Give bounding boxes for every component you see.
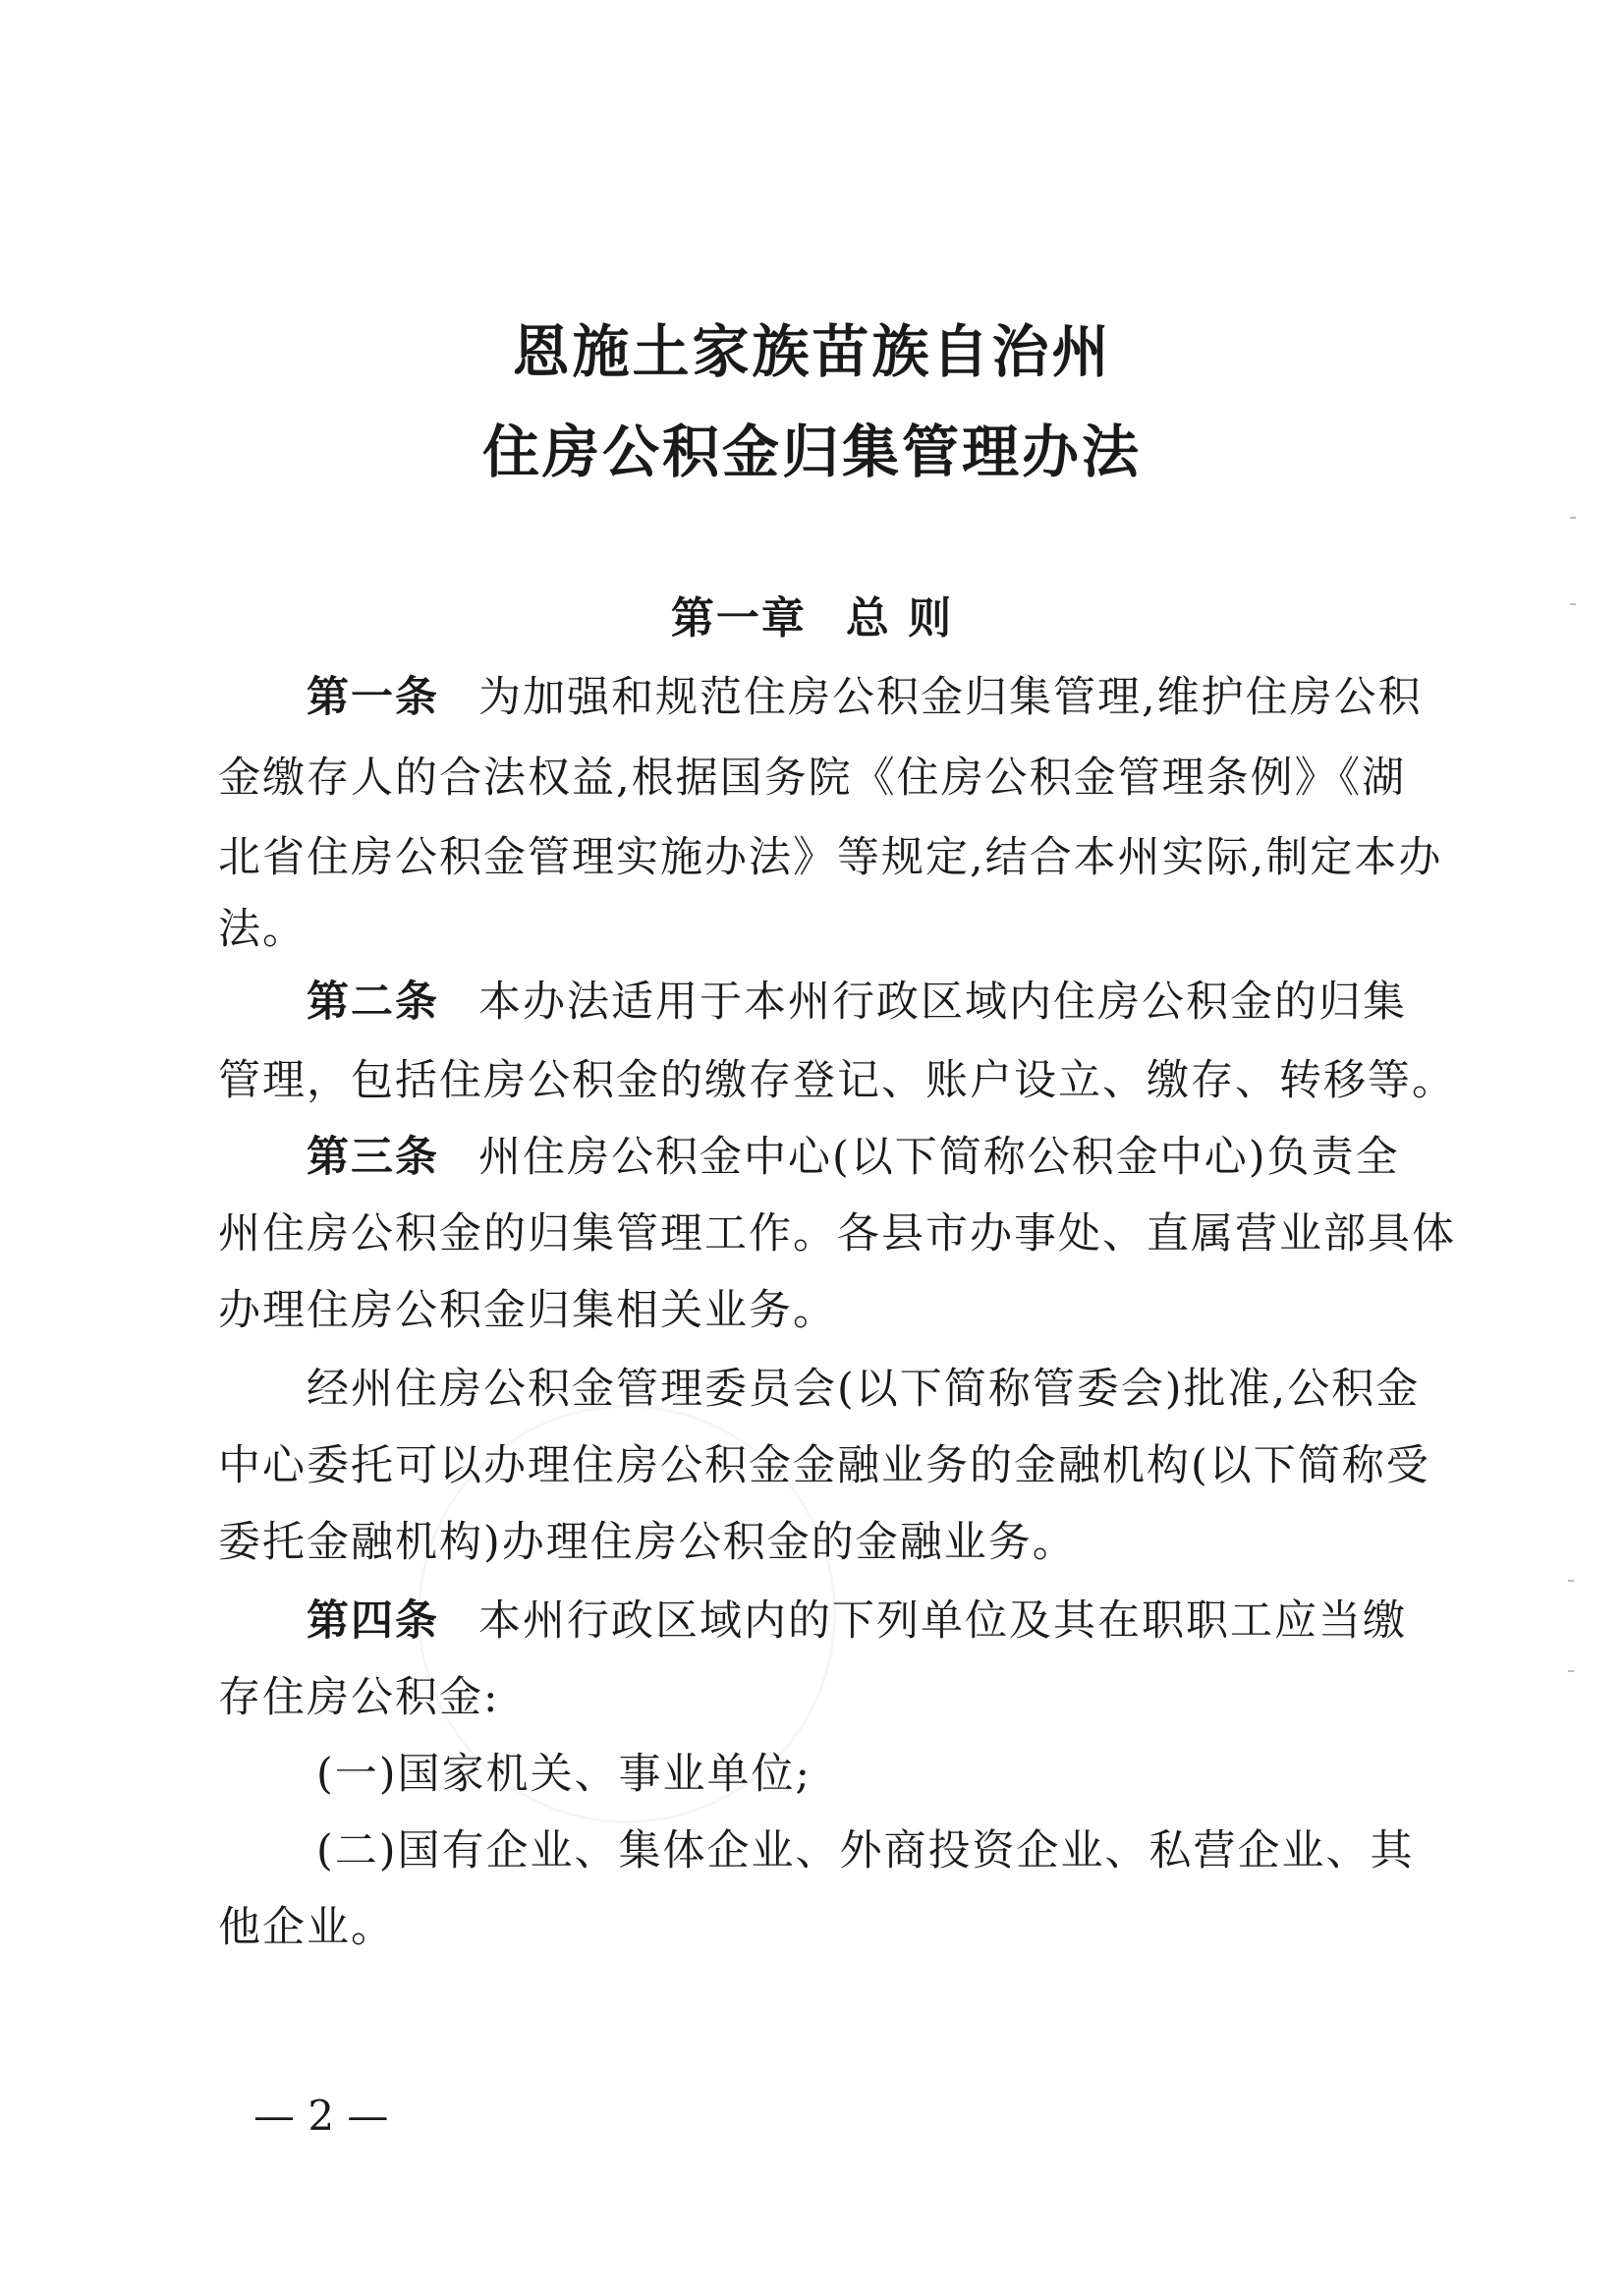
- article-1-line-4: 法。: [218, 905, 307, 954]
- article-2-text-1: 本办法适用于本州行政区域内住房公积金的归集: [478, 978, 1407, 1027]
- article-4-line-1: [307, 1592, 1407, 1651]
- article-1-line-3: 北省住房公积金管理实施办法》等规定,结合本州实际,制定本办: [218, 833, 1443, 882]
- list-item-2-line-1: (二)国有企业、集体企业、外商投资企业、私营企业、其: [316, 1826, 1415, 1875]
- article-3-line-2: 州住房公积金的归集管理工作。各县市办事处、直属营业部具体: [218, 1209, 1456, 1259]
- article-1-line-2: 金缴存人的合法权益,根据国务院《住房公积金管理条例》《湖: [218, 754, 1407, 803]
- article-3-text-1: 州住房公积金中心(以下简称公积金中心)负责全: [478, 1133, 1400, 1182]
- article-3-para-2-line-3: 委托金融机构)办理住房公积金的金融业务。: [218, 1518, 1077, 1567]
- article-3-line-1: [307, 1128, 1400, 1187]
- list-item-1: (一)国家机关、事业单位;: [316, 1750, 812, 1799]
- title-line-1: 恩施土家族苗族自治州: [512, 318, 1112, 385]
- article-4-line-2: 存住房公积金:: [218, 1673, 500, 1722]
- scan-tick-mark: [1570, 517, 1576, 519]
- scan-tick-mark: [1568, 1670, 1574, 1672]
- chapter-heading: [0, 589, 1624, 648]
- chapter-name: 总 则: [845, 593, 954, 644]
- article-3-para-2-line-2: 中心委托可以办理住房公积金金融业务的金融机构(以下简称受: [218, 1441, 1430, 1490]
- title-line-2: 住房公积金归集管理办法: [481, 419, 1142, 485]
- chapter-label: 第一章: [670, 593, 807, 644]
- page-number: — 2 —: [253, 2092, 389, 2140]
- article-2-line-2: 管理，包括住房公积金的缴存登记、账户设立、缴存、转移等。: [218, 1056, 1456, 1105]
- article-1-line-1: [307, 668, 1423, 727]
- scan-tick-mark: [1570, 603, 1576, 605]
- list-item-2-line-2: 他企业。: [218, 1903, 395, 1952]
- article-3-para-2-line-1: 经州住房公积金管理委员会(以下简称管委会)批准,公积金: [307, 1365, 1421, 1414]
- article-4-label: 第四条: [307, 1596, 439, 1646]
- scan-tick-mark: [1568, 1580, 1574, 1582]
- article-1-label: 第一条: [307, 673, 439, 722]
- article-2-line-1: [307, 973, 1407, 1032]
- article-1-text-1: 为加强和规范住房公积金归集管理,维护住房公积: [478, 673, 1423, 722]
- article-2-label: 第二条: [307, 978, 439, 1027]
- article-3-label: 第三条: [307, 1133, 439, 1182]
- article-3-line-3: 办理住房公积金归集相关业务。: [218, 1286, 837, 1335]
- article-4-text-1: 本州行政区域内的下列单位及其在职职工应当缴: [478, 1596, 1407, 1646]
